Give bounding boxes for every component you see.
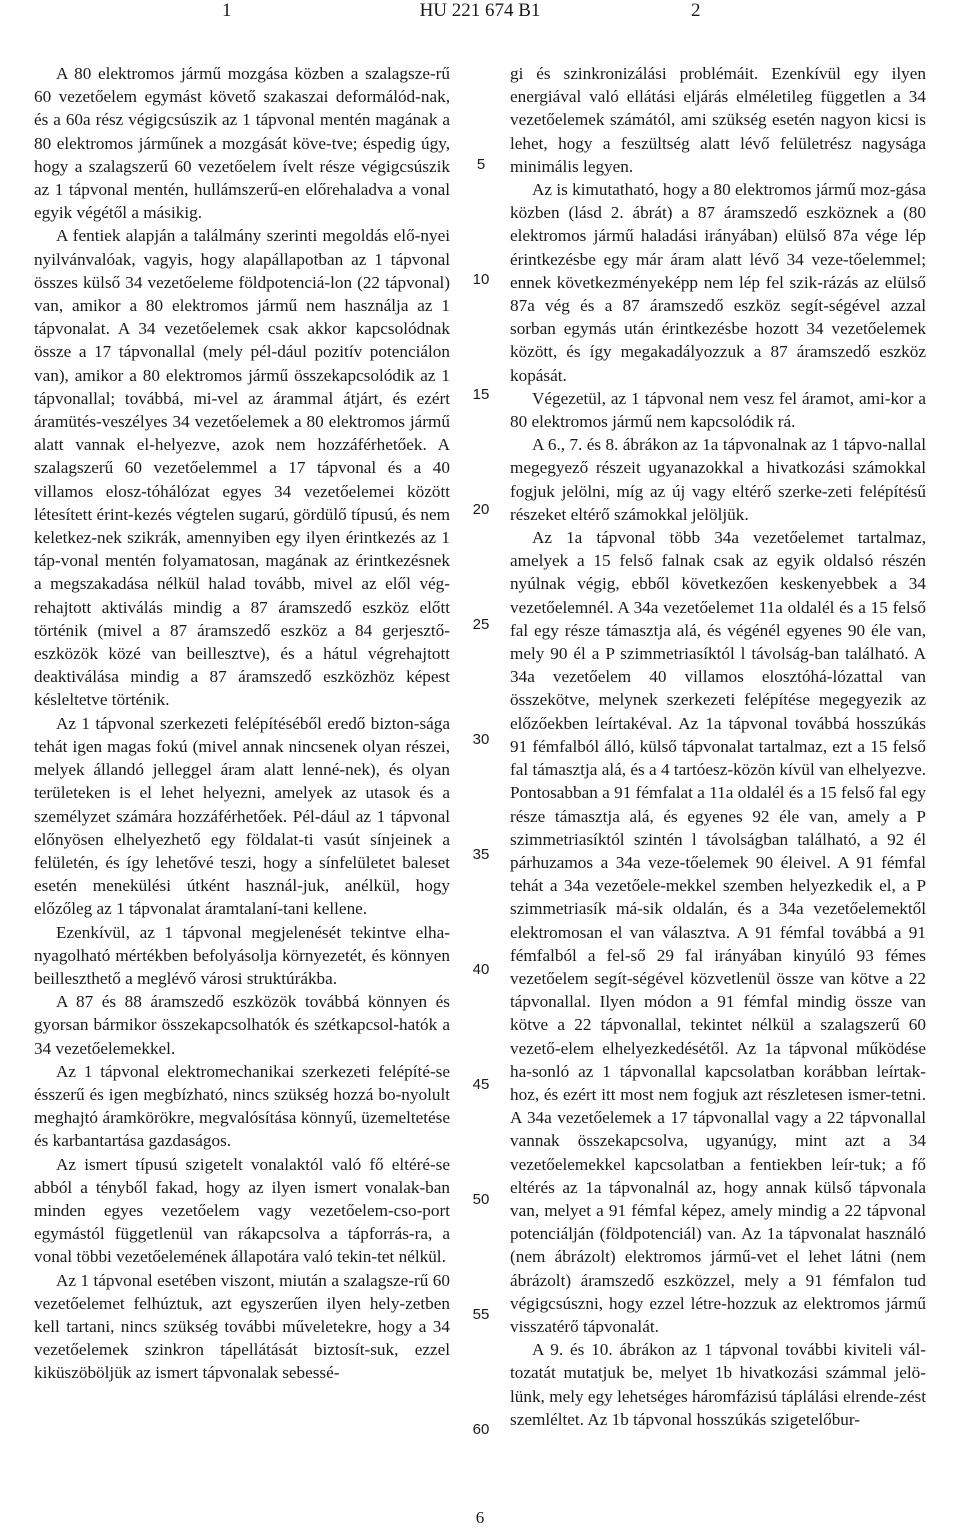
- line-number: 40: [472, 961, 490, 978]
- header-document-number: HU 221 674 B1: [419, 0, 541, 21]
- line-number: 50: [472, 1191, 490, 1208]
- right-paragraph-1: gi és szinkronizálási problémáit. Ezenkívül egy ilyen energiával való ellátási eljárás elméletileg független a 34 vezetőelemek számától, ami szükség esetén nagyon kicsi is lehet, hogy a feszültség alatt lévő felületrész nagysága minimális legyen.: [510, 64, 926, 176]
- footer-page-number: 6: [475, 1508, 485, 1527]
- left-paragraph-2: A fentiek alapján a találmány szerinti megoldás elő-nyei nyilvánvalóak, vagyis, hogy alapállapotban az 1 tápvonal összes külső 34 vezetőeleme földpotenciá-lon (22 tápvonal) van, amikor a 80 elektromos jármű nem használja az 1 tápvonalat. A 34 vezetőelemek csak akkor kapcsolódnak össze a 17 tápvonallal (mely pél-dául pozitív potenciálon van), amikor a 80 elektromos jármű összekapcsolódik az 1 tápvonallal; továbbá, mi-vel az árammal átjárt, és ezért áramütés-veszélyes 34 vezetőelemek a 80 elektromos jármű alatt vannak el-helyezve, azok nem hozzáférhetőek. A szalagszerű 60 vezetőelemmel a 17 tápvonal és a 40 villamos elosz-tóhálózat egyes 34 vezetőelemei között létesített érint-kezés végtelen sugarú, gördülő típusú, és nem keletkez-nek szikrák, amennyiben egy ilyen érintkezés az 1 táp-vonal mentén folyamatosan, magának az érintkezésnek a megszakadása nélkül halad tovább, mivel az elől vég-rehajtott aktiválás mindig a 87 áramszedő eszköz előtt történik (mivel a 87 áramszedő eszköz a 84 gerjesztő-eszközök közé van beillesztve), és a hátul végrehajtott deaktiválása mindig a 87 áramszedő eszközhöz képest késleltetve történik.: [34, 226, 450, 710]
- right-paragraph-2: Az is kimutatható, hogy a 80 elektromos jármű moz-gása közben (lásd 2. ábrát) a 87 áramszedő eszköznek a (80 elektromos jármű haladási irányában) elülső 87a vége lép érintkezésbe egy már áram alatt lévő 34 veze-tőelemmel; ennek következményeképp nem lép fel szik-rázás az elülső 87a vég és a 87 áramszedő eszköz segít-ségével azzal sorban egymás után érintkezésbe hozott 34 vezetőelemek között, és így megakadályozzuk a 87 áramszedő eszköz kopását.: [510, 180, 926, 385]
- line-number: 35: [472, 846, 490, 863]
- line-number: 30: [472, 731, 490, 748]
- right-paragraph-3: Végezetül, az 1 tápvonal nem vesz fel áramot, ami-kor a 80 elektromos jármű nem kapcsolódik rá.: [510, 388, 926, 432]
- right-paragraph-6: A 9. és 10. ábrákon az 1 tápvonal további kiviteli vál-tozatát mutatjuk be, melyet 1b hivatkozási számmal jelö-lünk, mely egy lehetséges háromfázisú táplálási elrende-zést szemléltet. Az 1b tápvonal hosszúkás szigetelőbur-: [510, 1340, 926, 1429]
- right-paragraph-5: Az 1a tápvonal több 34a vezetőelemet tartalmaz, amelyek a 15 felső falnak csak az egyik oldalsó részén nyúlnak végig, ebből következően keskenyebbek a 34 vezetőelemnél. A 34a vezetőelemet 11a oldalél és a 15 felső fal egy része támasztja alá, és végénél egyenes 90 éle van, mely 90 él a P szimmetriasíktól l távolság-ban található. A 34a vezetőelem 40 villamos elosztóhá-lózattal van összekötve, melynek szerkezeti felépítése megegyezik az előzőekben leírtakéval. Az 1a tápvonal továbbá hosszúkás 91 fémfalból álló, külső tápvonalat tartalmaz, ezt a 15 felső fal támasztja alá, és a 4 tartóesz-közön kívül van elhelyezve. Pontosabban a 91 fémfalat a 11a oldalél és a 15 felső fal egy része támasztja alá, és egyenes 92 éle van, amely a P szimmetriasíktól szintén l távolságban található, a 92 él párhuzamos a 34a veze-tőelemek 90 éleivel. A 91 fémfal tehát a 34a vezetőele-mekkel szemben helyezkedik el, a P szimmetriasík má-sik oldalán, és a 34a vezetőelemektől elektromosan el van választva. A 91 fémfal továbbá a 91 fémfalból a fel-ső 29 fal irányában kinyúló 93 fémes vezetőelem segít-ségével közvetlenül össze van kötve a 22 tápvonallal. Ilyen módon a 91 fémfal mindig össze van kötve a 22 tápvonallal, tekintet nélkül a szalagszerű 60 vezető-elem elhelyezkedésétől. Az 1a tápvonal működése ha-sonló az 1 tápvonallal kapcsolatban korábban leírtak-hoz, és ezért itt most nem fogjuk azt részletesen ismer-tetni. A 34a vezetőelemek a 17 tápvonallal vagy a 22 tápvonallal vannak összekapcsolva, ugyanúgy, mint azt a 34 vezetőelemekkel kapcsolatban a fentiekben leír-tuk; a fő eltérés az 1a tápvonalnál az, hogy annak külső tápvonala van, melyet a 91 fémfal képez, amely mindig a 22 tápvonal potenciálján (földpotenciál) van. Az 1a tápvonalat használó (nem ábrázolt) elektromos jármű-vet el lehet látni (nem ábrázolt) áramszedő eszközzel, mely a 91 fémfalon tud végigcsúszni, hogy ezzel létre-hozzuk az elektromos jármű visszatérő tápvonalát.: [510, 528, 926, 1336]
- line-number: 10: [472, 271, 490, 288]
- header-left-page-number: 1: [222, 0, 232, 21]
- line-number: 5: [476, 156, 486, 173]
- left-paragraph-4: Ezenkívül, az 1 tápvonal megjelenését tekintve elha-nyagolható mértékben befolyásolja környezetét, és könnyen beilleszthető a meglévő városi struktúrákba.: [34, 922, 450, 988]
- line-number: 20: [472, 501, 490, 518]
- right-paragraph-4: A 6., 7. és 8. ábrákon az 1a tápvonalnak az 1 tápvo-nallal megegyező részeit ugyanazokkal a hivatkozási számokkal fogjuk jelölni, míg az új vagy eltérő szerke-zeti felépítésű részeket eltérő számokkal jelöljük.: [510, 435, 926, 524]
- right-text-column: [510, 62, 926, 1431]
- left-paragraph-5: A 87 és 88 áramszedő eszközök továbbá könnyen és gyorsan bármikor összekapcsolhatók és szétkapcsol-hatók a 34 vezetőelemekkel.: [34, 992, 450, 1058]
- left-paragraph-1: A 80 elektromos jármű mozgása közben a szalagsze-rű 60 vezetőelem egymást követő szakaszai deformálód-nak, és a 60a rész végigcsúszik az 1 tápvonal mentén magának a 80 elektromos járműnek a mozgását köve-tve; éspedig úgy, hogy a szalagszerű 60 vezetőelem ívelt része végigcsúszik az 1 tápvonal mentén, hullámszerű-en előrehaladva a vonal egyik végétől a másikig.: [34, 64, 450, 223]
- line-number: 60: [472, 1421, 490, 1438]
- left-paragraph-7: Az ismert típusú szigetelt vonalaktól való fő eltéré-se abból a tényből fakad, hogy az ilyen ismert vonalak-ban minden egyes vezetőelem vagy vezetőelem-cso-port egymástól függetlenül van rákapcsolva a tápforrás-ra, a vonal többi vezetőelemének állapotára való tekin-tet nélkül.: [34, 1154, 450, 1267]
- left-paragraph-6: Az 1 tápvonal elektromechanikai szerkezeti felépíté-se ésszerű és igen megbízható, nincs szükség hozzá bo-nyolult meghajtó áramkörökre, megvalósítása könnyű, üzemeltetése és karbantartása gazdaságos.: [34, 1061, 450, 1151]
- left-text-column: [34, 62, 450, 1385]
- line-number-gutter: [466, 62, 496, 1462]
- line-number: 45: [472, 1076, 490, 1093]
- line-number: 25: [472, 616, 490, 633]
- left-paragraph-8: Az 1 tápvonal esetében viszont, miután a szalagsze-rű 60 vezetőelemet felhúztuk, azt egyszerűen ilyen hely-zetben kell tartani, nincs szükség további műveletekre, hogy a 34 vezetőelemek szinkron tápellátását biztosít-suk, ezzel kiküszöböljük az ismert tápvonalak sebessé-: [34, 1270, 450, 1383]
- line-number: 55: [472, 1306, 490, 1323]
- left-paragraph-3: Az 1 tápvonal szerkezeti felépítéséből eredő bizton-sága tehát igen magas fokú (mivel annak nincsenek olyan részei, melyek állandó jelleggel áram alatt lenné-nek), és olyan területeken is el lehet helyezni, amelyek az utasok és a személyzet számára hozzáférhetőek. Pél-dául az 1 tápvonal előnyösen elhelyezhető egy földalat-ti vasút sínjeinek a felületén, és így lehetővé teszi, hogy a sínfelületet baleset esetén menekülési útként használ-juk, anélkül, hogy előzőleg az 1 tápvonalat áramtalaní-tani kellene.: [34, 713, 450, 919]
- line-number: 15: [472, 386, 490, 403]
- header-right-page-number: 2: [691, 0, 701, 21]
